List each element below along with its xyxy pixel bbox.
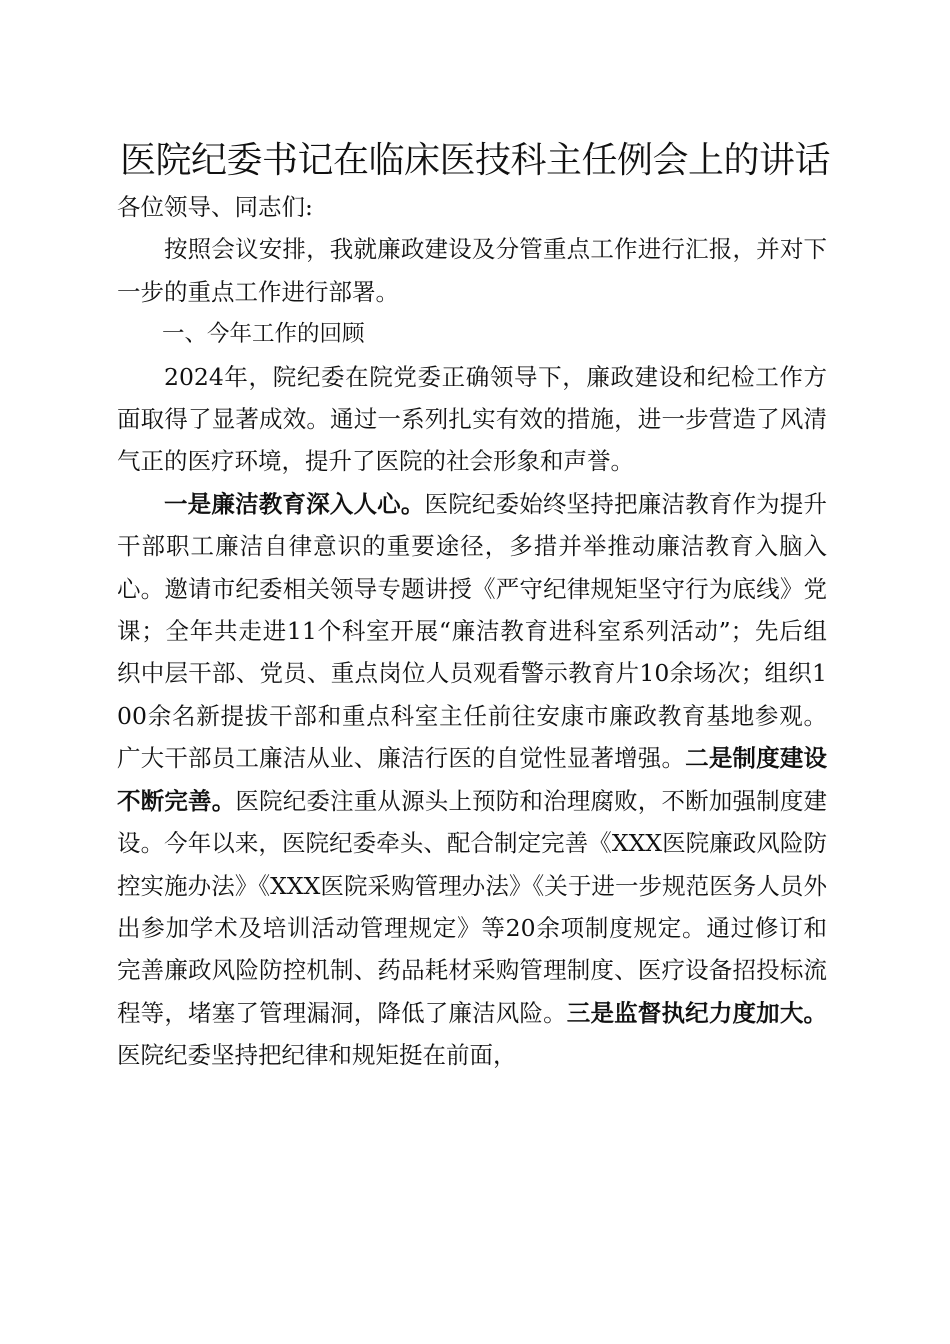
point-3-lead: 三是监督执纪力度加大。 — [566, 998, 828, 1027]
point-1-lead: 一是廉洁教育深入人心。 — [164, 489, 425, 518]
salutation: 各位领导、同志们: — [117, 193, 313, 221]
summary-paragraph: 2024年，院纪委在院党委正确领导下，廉政建设和纪检工作方面取得了显著成效。通过一系列扎实有效的措施，进一步营造了风清气正的医疗环境，提升了医院的社会形象和声誉。 — [117, 362, 827, 476]
document-body — [117, 186, 827, 1077]
point-3-text: 医院纪委坚持把纪律和规矩挺在前面， — [117, 1041, 517, 1070]
section-heading: 一、今年工作的回顾 — [162, 321, 365, 348]
intro-paragraph: 按照会议安排，我就廉政建设及分管重点工作进行汇报，并对下一步的重点工作进行部署。 — [117, 235, 827, 306]
points-paragraph — [117, 483, 827, 1077]
point-2-text: 医院纪委注重从源头上预防和治理腐败，不断加强制度建设。今年以来，医院纪委牵头、配合制定完善《XXX医院廉政风险防控实施办法》《XXX医院采购管理办法》《关于进一步规范医务人员外出参加学术及培训活动管理规定》等20余项制度规定。通过修订和完善廉政风险防控机制、药品耗材采购管理制度、医疗设备招投标流程等，堵塞了管理漏洞，降低了廉洁风险。 — [117, 786, 828, 1027]
point-1-text: 医院纪委始终坚持把廉洁教育作为提升干部职工廉洁自律意识的重要途径，多措并举推动廉洁教育入脑入心。邀请市纪委相关领导专题讲授《严守纪律规矩坚守行为底线》党课；全年共走进11个科室开展“廉洁教育进科室系列活动”；先后组织中层干部、党员、重点岗位人员观看警示教育片10余场次；组织100余名新提拔干部和重点科室主任前往安康市廉政教育基地参观。广大干部员工廉洁从业、廉洁行医的自觉性显著增强。 — [117, 489, 828, 773]
point-2-lead: 二是制度建设不断完善。 — [117, 744, 828, 815]
document-title: 医院纪委书记在临床医技科主任例会上的讲话 — [119, 140, 830, 181]
